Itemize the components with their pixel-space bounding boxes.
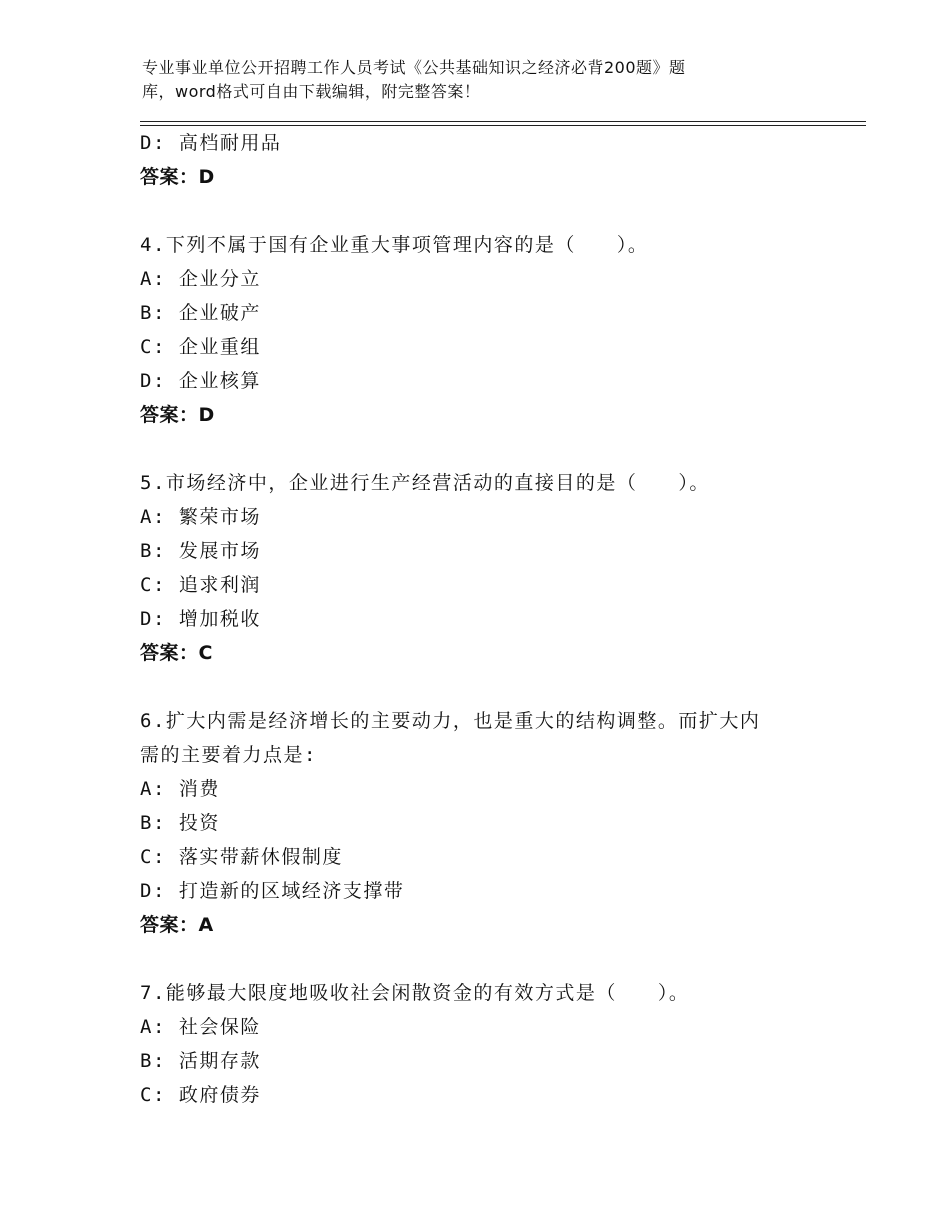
header-line-2: 库，word格式可自由下载编辑，附完整答案！ [142, 82, 481, 101]
question-stem: 7.能够最大限度地吸收社会闲散资金的有效方式是（ ）。 [140, 982, 690, 1004]
answer-line: 答案：D [140, 166, 215, 188]
option-b: B: 企业破产 [140, 302, 261, 324]
option-c: C: 追求利润 [140, 574, 261, 596]
option-a: A: 社会保险 [140, 1016, 261, 1038]
document-header [142, 56, 782, 104]
answer-line: 答案：D [140, 404, 215, 426]
option-a: A: 企业分立 [140, 268, 261, 290]
option-d: D: 增加税收 [140, 608, 261, 630]
option-c: C: 企业重组 [140, 336, 261, 358]
option-d: D: 企业核算 [140, 370, 261, 392]
answer-line: 答案：C [140, 642, 213, 664]
option-d: D: 高档耐用品 [140, 132, 282, 154]
option-c: C: 落实带薪休假制度 [140, 846, 343, 868]
question-stem: 5.市场经济中，企业进行生产经营活动的直接目的是（ ）。 [140, 472, 710, 494]
question-7 [140, 976, 840, 1112]
option-b: B: 发展市场 [140, 540, 261, 562]
option-b: B: 活期存款 [140, 1050, 261, 1072]
option-c: C: 政府债券 [140, 1084, 261, 1106]
question-stem-line-2: 需的主要着力点是: [140, 744, 317, 766]
question-6 [140, 704, 840, 942]
question-list [140, 126, 840, 1112]
option-a: A: 消费 [140, 778, 220, 800]
option-a: A: 繁荣市场 [140, 506, 261, 528]
option-d: D: 打造新的区域经济支撑带 [140, 880, 405, 902]
answer-line: 答案：A [140, 914, 214, 936]
previous-question-tail [140, 126, 840, 194]
question-stem-line-1: 6.扩大内需是经济增长的主要动力，也是重大的结构调整。而扩大内 [140, 710, 761, 732]
header-line-1: 专业事业单位公开招聘工作人员考试《公共基础知识之经济必背200题》题 [142, 58, 686, 77]
header-divider-top [140, 121, 866, 122]
option-b: B: 投资 [140, 812, 220, 834]
question-stem: 4.下列不属于国有企业重大事项管理内容的是（ ）。 [140, 234, 649, 256]
question-5 [140, 466, 840, 670]
question-4 [140, 228, 840, 432]
